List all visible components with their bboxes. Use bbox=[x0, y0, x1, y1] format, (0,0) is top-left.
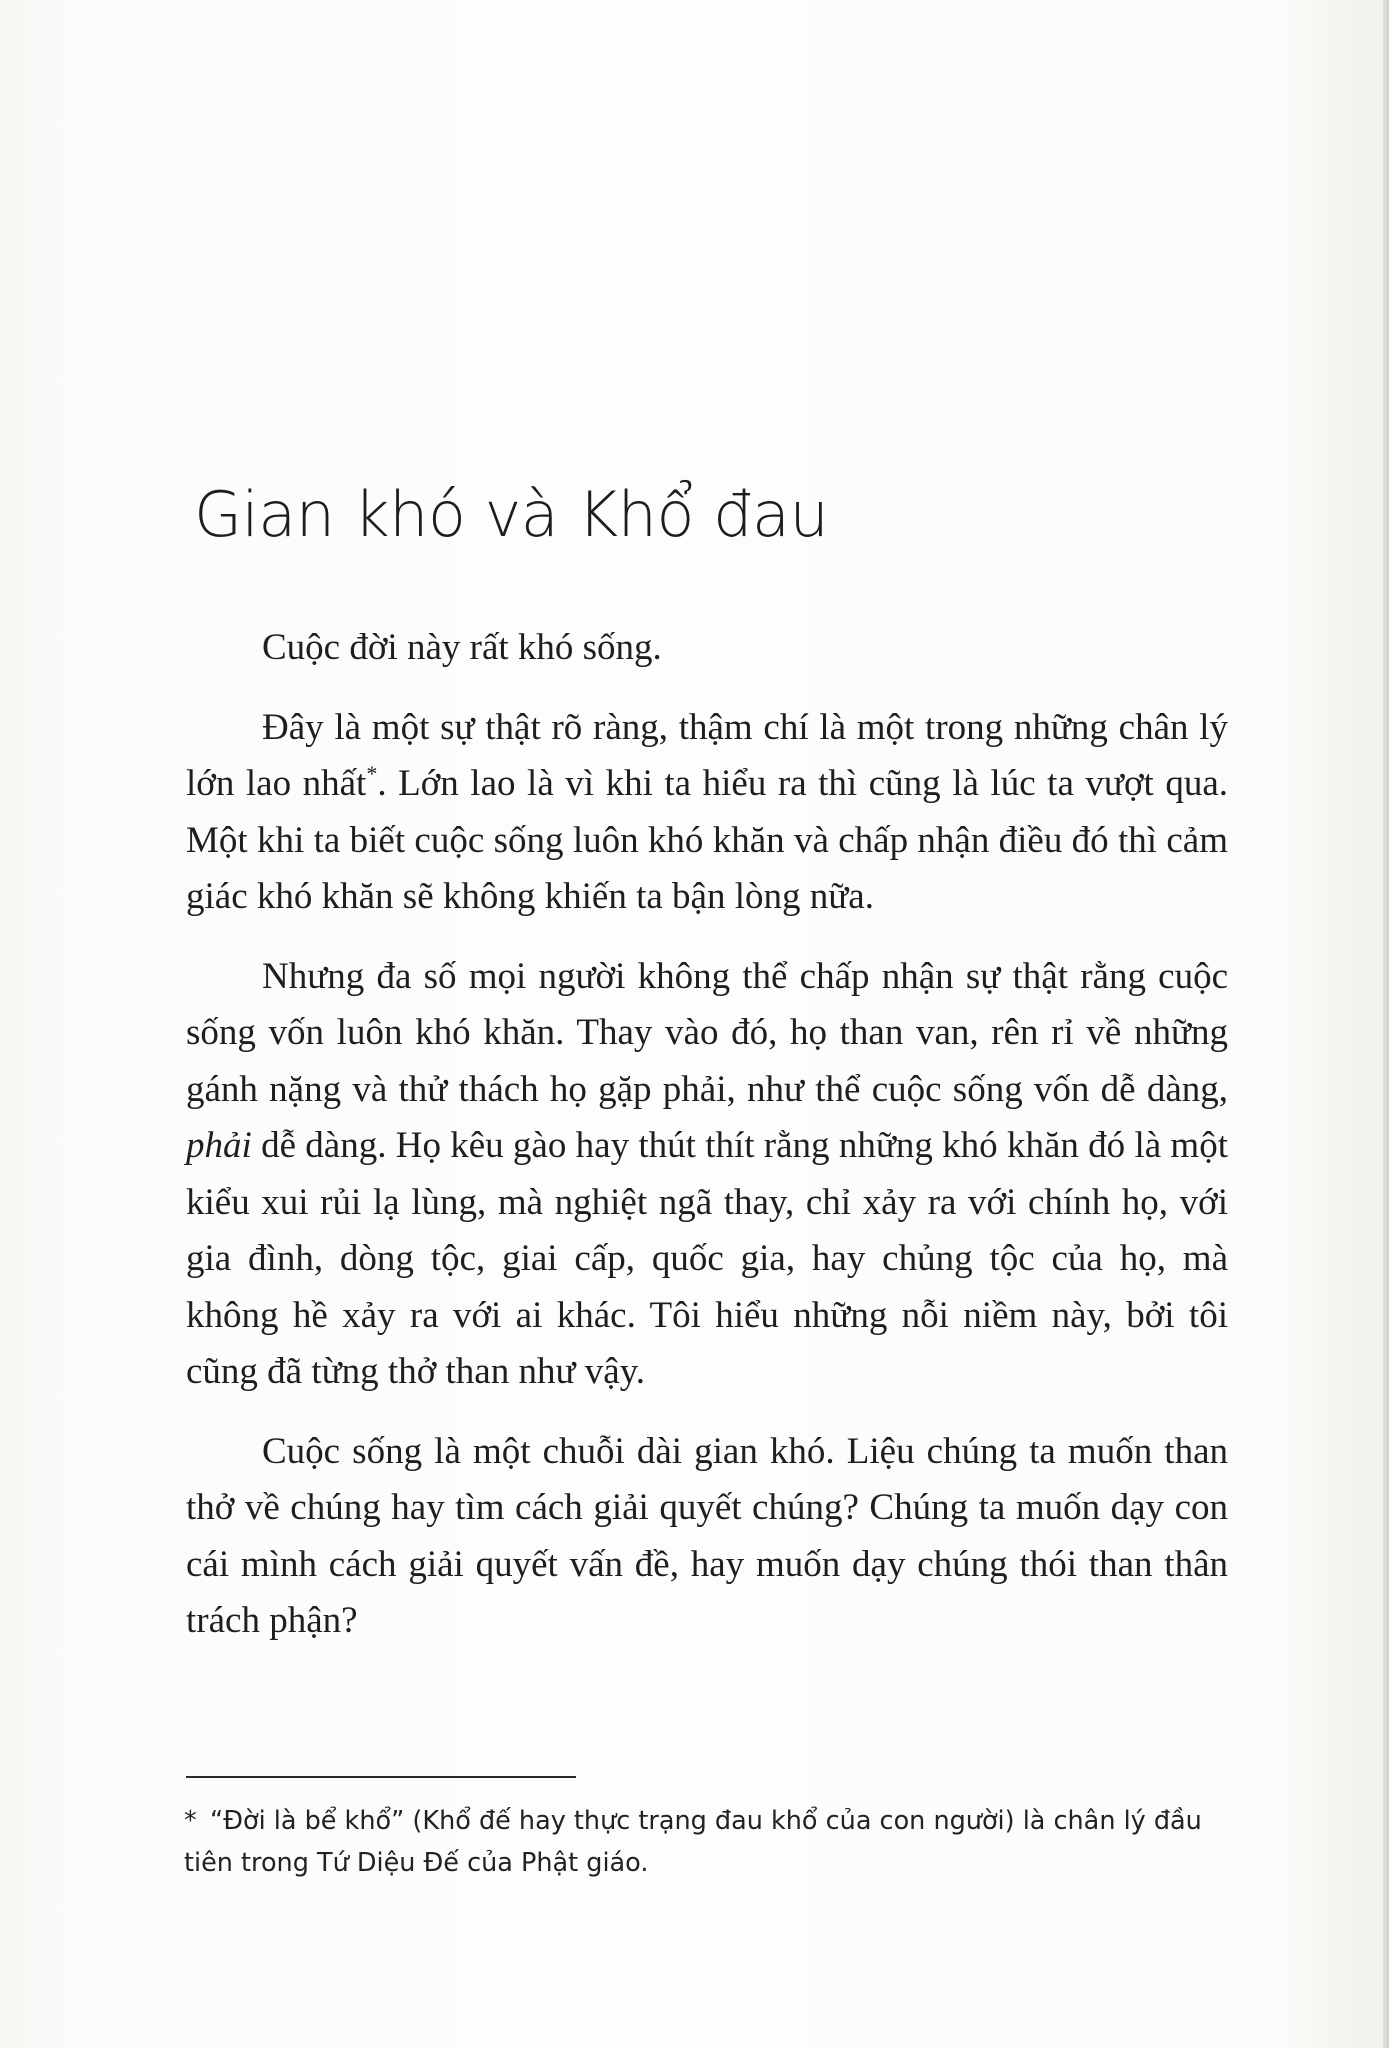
paragraph-1-text: Cuộc đời này rất khó sống. bbox=[262, 627, 662, 668]
page-edge-shadow bbox=[1383, 0, 1389, 2048]
paragraph-3 bbox=[186, 949, 1228, 1401]
paragraph-3-text-a: Nhưng đa số mọi người không thể chấp nhận sự thật rằng cuộc sống vốn luôn khó khăn. Thay vào đó, họ than van, rên rỉ về những gánh nặng và thử thách họ gặp phải, như thể cuộc sống vốn dễ dàng, bbox=[186, 955, 1228, 1110]
paragraph-3-text-b: dễ dàng. Họ kêu gào hay thút thít rằng những khó khăn đó là một kiểu xui rủi lạ lùng, mà nghiệt ngã thay, chỉ xảy ra với chính họ, với gia đình, dòng tộc, giai cấp, quốc gia, hay chủng tộc của họ, mà không hề xảy ra với ai khác. Tôi hiểu những nỗi niềm này, bởi tôi cũng đã từng thở than như vậy. bbox=[186, 1125, 1228, 1392]
chapter-body bbox=[186, 620, 1228, 1673]
chapter-title: Gian khó và Khổ đau bbox=[194, 478, 829, 551]
paragraph-2-text-a: Đây là một sự thật rõ ràng, thậm chí là một trong những chân lý lớn lao nhất bbox=[186, 706, 1228, 804]
footnote-text: “Đời là bể khổ” (Khổ đế hay thực trạng đau khổ của con người) là chân lý đầu tiên trong Tứ Diệu Đế của Phật giáo. bbox=[184, 1806, 1202, 1878]
footnote-reference-marker: * bbox=[366, 761, 378, 786]
footnote bbox=[184, 1800, 1232, 1884]
footnote-marker: * bbox=[184, 1806, 197, 1836]
paragraph-1 bbox=[186, 620, 1228, 677]
paragraph-4-text: Cuộc sống là một chuỗi dài gian khó. Liệu chúng ta muốn than thở về chúng hay tìm cách giải quyết chúng? Chúng ta muốn dạy con cái mình cách giải quyết vấn đề, hay muốn dạy chúng thói than thân trách phận? bbox=[186, 1430, 1228, 1641]
paragraph-4 bbox=[186, 1424, 1228, 1650]
paragraph-2-text-b: . Lớn lao là vì khi ta hiểu ra thì cũng là lúc ta vượt qua. Một khi ta biết cuộc sống luôn khó khăn và chấp nhận điều đó thì cảm giác khó khăn sẽ không khiến ta bận lòng nữa. bbox=[186, 763, 1228, 917]
paragraph-2 bbox=[186, 700, 1228, 926]
paragraph-3-italic-word: phải bbox=[186, 1125, 252, 1166]
footnote-divider bbox=[186, 1776, 576, 1778]
